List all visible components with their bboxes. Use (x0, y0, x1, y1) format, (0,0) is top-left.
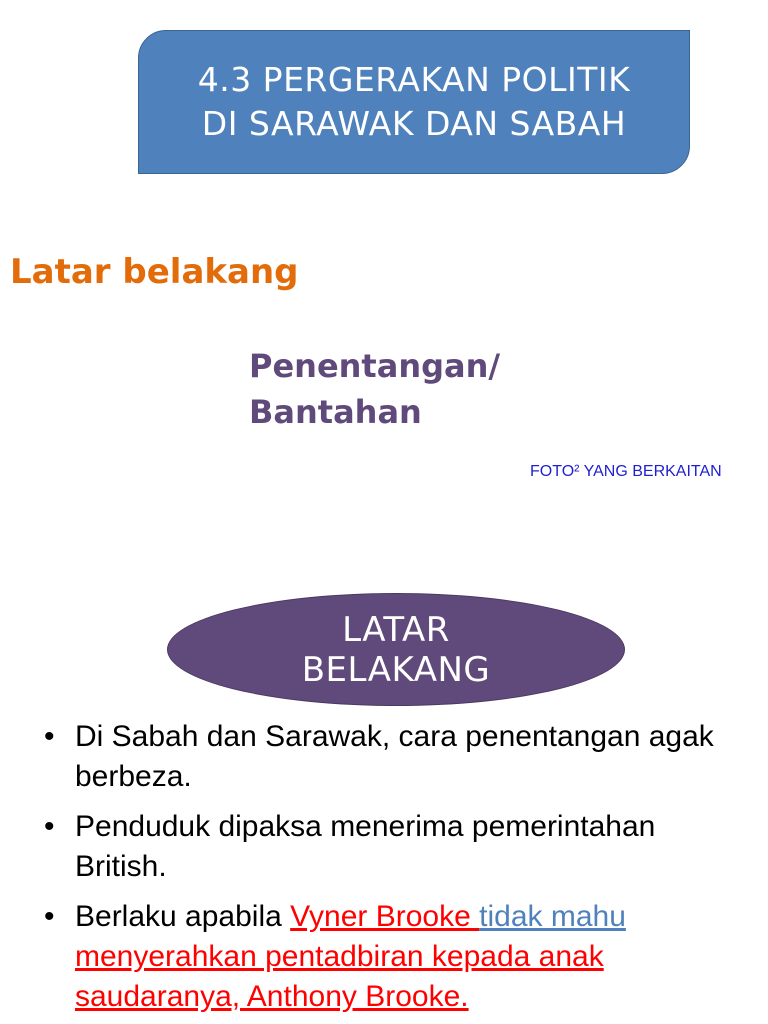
anthony-brooke-link[interactable]: menyerahkan pentadbiran kepada anak saudaranya, Anthony Brooke. (75, 940, 604, 1013)
ellipse-line-1: LATAR (342, 609, 450, 650)
ellipse-line-2: BELAKANG (301, 649, 491, 690)
section-heading: Latar belakang (10, 252, 299, 292)
latar-belakang-ellipse (167, 593, 625, 706)
vyner-brooke-link[interactable]: Vyner Brooke (290, 900, 480, 933)
tidak-mahu-link[interactable]: tidak mahu (479, 900, 626, 933)
bullet-item (42, 717, 742, 797)
bullet-item (42, 897, 742, 1017)
subheading (249, 343, 500, 435)
bullet-list (42, 717, 742, 1024)
bullet-text-plain: Berlaku apabila (75, 900, 291, 933)
title-line-1: 4.3 PERGERAKAN POLITIK (197, 60, 631, 99)
title-line-2: DI SARAWAK DAN SABAH (201, 104, 627, 143)
subheading-line-2: Bantahan (249, 393, 422, 431)
subheading-line-1: Penentangan/ (249, 347, 501, 385)
title-box (138, 30, 690, 174)
bullet-text: Penduduk dipaksa menerima pemerintahan British. (75, 810, 656, 883)
photo-caption-note: FOTO² YANG BERKAITAN (530, 463, 722, 480)
bullet-text: Di Sabah dan Sarawak, cara penentangan agak berbeza. (75, 720, 714, 793)
bullet-item (42, 807, 742, 887)
